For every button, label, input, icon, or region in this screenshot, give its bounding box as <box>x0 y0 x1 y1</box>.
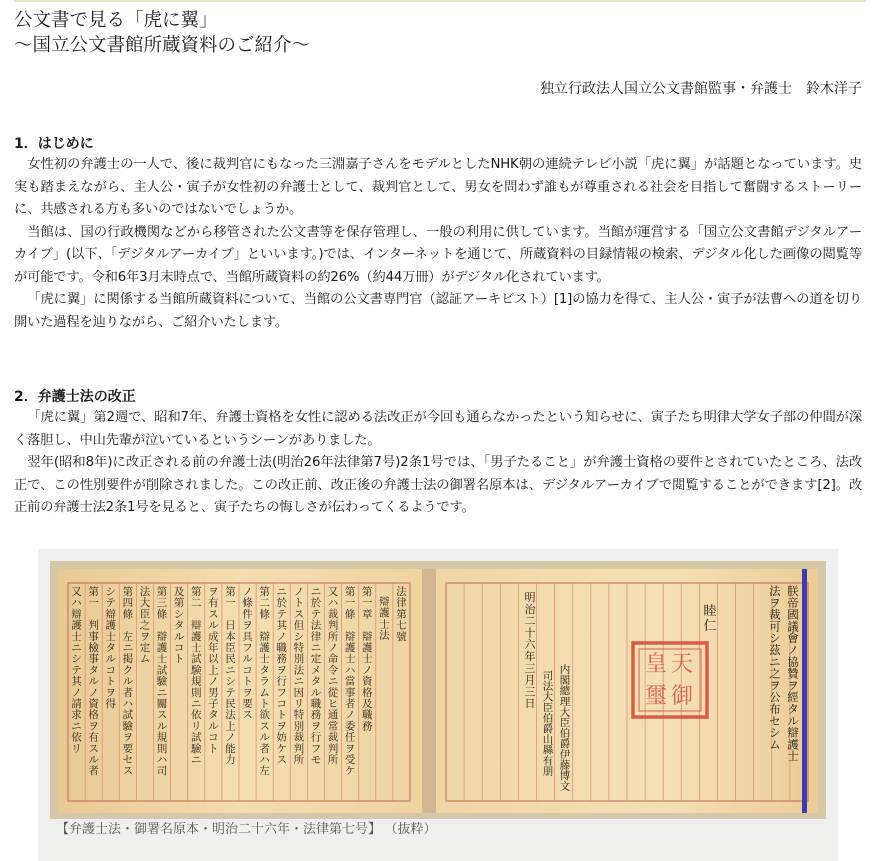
document-column: 第一 判事檢事タルノ資格ヲ有スル者 <box>88 586 99 778</box>
document-column: 及第シタルコト <box>173 586 185 666</box>
paragraph: 「虎に翼」に関係する当館所蔵資料について、当館の公文書専門官（認証アーキビスト）[1]の協力を得て、主人公・寅子が法曹への道を切り開いた過程を辿りながら、ご紹介いたします。 <box>14 292 862 330</box>
document-column: 第二 辯護士試験規則ニ依リ試驗ニ <box>191 586 202 766</box>
document-column: 第二條 辯護士タラムト欲スル者ハ左 <box>259 586 270 778</box>
document-column: ニ於テ其ノ職務ヲ行フコトヲ妨ケス <box>276 586 287 766</box>
document-column: ヲ有スル成年以上ノ男子タルコト <box>208 586 219 755</box>
figure-caption <box>56 820 437 840</box>
top-rule <box>14 0 866 2</box>
title-line-2: 〜国立公文書館所蔵資料のご紹介〜 <box>14 35 311 56</box>
minister-signature: 司法大臣伯爵山縣有朋 <box>542 670 554 778</box>
document-column: 第四條 左ニ掲クル者ハ試驗ヲ要セス <box>122 586 134 778</box>
page-title <box>14 8 310 58</box>
document-column: 法大臣之ヲ定ム <box>139 586 151 666</box>
document-column: ノトス但シ特別法ニ因リ特別裁判所 <box>293 586 305 766</box>
paragraph: 翌年(昭和8年)に改正される前の弁護士法(明治26年法律第7号)2条1号では、「男子たること」が弁護士資格の要件とされていたところ、法改正で、この性別要件が削除されました。この改正前、改正後の弁護士法の御署名原本は、デジタルアーカイブで閲覧することができます[2]。改正前の弁護士法2条1号を見ると、寅子たちの悔しさが伝わってくるようです。 <box>14 455 862 515</box>
author-byline: 独立行政法人国立公文書館監事・弁護士 鈴木洋子 <box>540 81 862 97</box>
section-lawyer-act-revision <box>14 387 862 520</box>
minister-signature: 内閣總理大臣伯爵伊藤博文 <box>559 664 571 793</box>
paragraph: 「虎に翼」第2週で、昭和7年、弁護士資格を女性に認める法改正が今回も通らなかったという知らせに、寅子たち明律大学女子部の仲間が深く落胆し、中山先輩が泣いているというシーンがありました。 <box>14 410 862 448</box>
document-column: 第一 日本臣民ニシテ民法上ノ能力 <box>225 586 236 766</box>
document-column: ニ於テ法律ニ定メタル職務ヲ行フモ <box>310 586 322 766</box>
document-figure <box>38 549 838 861</box>
svg-text:天皇御璽: 天皇御璽 <box>644 652 694 709</box>
document-column: ノ條件ヲ具フルコトヲ要ス <box>242 586 253 722</box>
proclamation-line: 法ヲ裁可シ茲ニ之ヲ公布セシム <box>769 584 781 752</box>
caption-title: 【弁護士法・御署名原本・明治二十六年・法律第七号】 <box>56 822 382 837</box>
paragraph: 当館は、国の行政機関などから移管された公文書等を保存管理し、一般の利用に供しています。当館が運営する「国立公文書館デジタルアーカイブ」(以下、「デジタルアーカイブ」といいます。)では、インターネットを通じて、所蔵資料の目録情報の検索、デジタル化した画像の閲覧等が可能です。令和6年3月末時点で、当館所蔵資料の約26%（約44万冊）がデジタル化されています。 <box>14 224 862 285</box>
imperial-signature: 睦仁 <box>703 604 717 634</box>
section-heading: 1．はじめに <box>14 136 94 152</box>
section-heading: 2．弁護士法の改正 <box>14 389 136 405</box>
document-column: シテ辯護士タルコトヲ得 <box>105 586 116 710</box>
page-fold <box>422 569 436 813</box>
document-column: 又ハ辯護士ニシテ其ノ請求ニ依リ <box>71 586 82 755</box>
document-column: 第一條 辯護士ハ當事者ノ委任ヲ受ケ <box>344 586 356 778</box>
law-title: 辯護士法 <box>379 596 390 642</box>
document-image <box>50 561 826 819</box>
document-column: 又ハ裁判所ノ命令ニ從ヒ通常裁判所 <box>327 586 339 766</box>
section-introduction <box>14 134 862 334</box>
binding-ribbon <box>802 569 807 813</box>
proclamation-line: 朕帝國議會ノ協贊ヲ經タル辯護士 <box>787 584 799 764</box>
caption-note: （抜粋） <box>391 822 437 837</box>
document-column: 第三條 辯護士試驗ニ關スル規則ハ司 <box>156 586 168 778</box>
paragraph: 女性初の弁護士の一人で、後に裁判官にもなった三淵嘉子さんをモデルとしたNHK朝の連続テレビ小説「虎に翼」が話題となっています。史実も踏まえながら、主人公・寅子が女性初の弁護士として、裁判官として、男女を問わず誰もが尊重される社会を目指して奮闘するストーリーに、共感される方も多いのではないでしょうか。 <box>14 157 862 217</box>
title-line-1: 公文書で見る「虎に翼」 <box>14 10 218 31</box>
chapter-heading: 第一章 辯護士ノ資格及職務 <box>362 586 373 733</box>
proclamation-date: 明治二十六年三月三日 <box>524 591 536 711</box>
law-number: 法律第七號 <box>396 586 407 643</box>
